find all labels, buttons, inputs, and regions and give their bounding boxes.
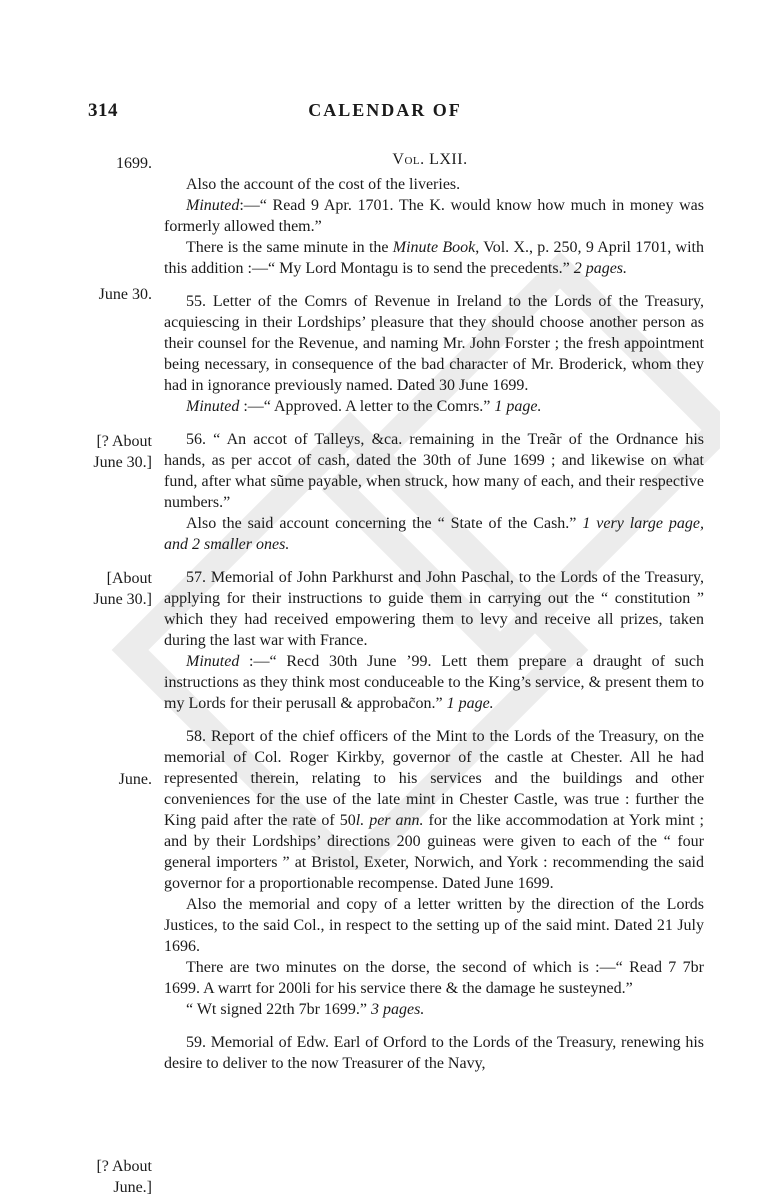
paragraph: There are two minutes on the dorse, the second of which is :—“ Read 7 7br 1699. A warrt for 200li for his service there & the damage he susteyned.” <box>164 959 704 997</box>
paragraph: “ Wt signed 22th 7br 1699.” 3 pages. <box>186 1001 425 1018</box>
margin-date: 1699. <box>116 155 152 172</box>
entry-58: 58. Report of the chief officers of the Mint to the Lords of the Treasury, on the memorial of Col. Roger Kirkby, governor of the castle at Chester. All he had represented therein, relating to his services and the buildings and other conveniences for the use of the late mint in Chester Castle, was true : further the King paid after the rate of 50l. per ann. for the like accommodation at York mint ; and by their Lordships’ directions 200 guineas were given to each of the “ four general importers ” at Bristol, Exeter, Norwich, and York : recommending the said governor for a proportionable recompense. Dated June 1699. <box>164 728 704 892</box>
margin-date: June 30. <box>98 286 152 303</box>
entry-59: 59. Memorial of Edw. Earl of Orford to the Lords of the Treasury, renewing his desire to deliver to the now Treasurer of the Navy, <box>164 1034 704 1072</box>
margin-date: June 30.] <box>93 591 152 608</box>
paragraph: Minuted:—“ Read 9 Apr. 1701. The K. would know how much in money was formerly allowed them.” <box>164 197 704 235</box>
entry-56: 56. “ An accot of Talleys, &ca. remaining in the Treãr of the Ordnance his hands, as per accot of cash, dated the 30th of June 1699 ; and likewise on what fund, after what sũme payable, when struck, how many of each, and their respective numbers.” <box>164 431 704 511</box>
entry-55: 55. Letter of the Comrs of Revenue in Ireland to the Lords of the Treasury, acquiescing in their Lordships’ pleasure that they should choose another person as their counsel for the Revenue, and naming Mr. John Forster ; the fresh appointment being necessary, in consequence of the bad character of Mr. Broderick, whom they had in ignorance previously named. Dated 30 June 1699. <box>164 293 704 394</box>
paragraph: Also the said account concerning the “ State of the Cash.” 1 very large page, and 2 smaller ones. <box>164 515 704 553</box>
paragraph: Minuted :—“ Approved. A letter to the Comrs.” 1 page. <box>186 398 542 415</box>
margin-date: [About <box>106 570 152 587</box>
calendar-text <box>164 174 704 1074</box>
running-head: CALENDAR OF <box>308 100 462 120</box>
paragraph: Minuted :—“ Recd 30th June ’99. Lett them prepare a draught of such instructions as they think most conduceable to the King’s service, & present them to my Lords for their perusall & approbac̃on.” 1 page. <box>164 653 704 712</box>
paragraph: There is the same minute in the Minute Book, Vol. X., p. 250, 9 April 1701, with this addition :—“ My Lord Montagu is to send the precedents.” 2 pages. <box>164 239 704 277</box>
margin-date: [? About <box>96 433 152 450</box>
entry-57: 57. Memorial of John Parkhurst and John Paschal, to the Lords of the Treasury, applying for their instructions to guide them in carrying out the “ constitution ” which they had received empowering them to levy and receive all prizes, taken during the last war with France. <box>164 569 704 649</box>
margin-date: June 30.] <box>93 454 152 471</box>
page-number: 314 <box>88 100 118 121</box>
margin-date: [? About <box>96 1158 152 1175</box>
volume-heading: Vol. LXII. <box>392 151 468 168</box>
margin-date: June. <box>118 771 152 788</box>
margin-date: June.] <box>113 1179 152 1196</box>
paragraph: Also the memorial and copy of a letter written by the direction of the Lords Justices, to the said Col., in respect to the setting up of the said mint. Dated 21 July 1696. <box>164 896 704 955</box>
paragraph: Also the account of the cost of the liveries. <box>186 176 461 193</box>
